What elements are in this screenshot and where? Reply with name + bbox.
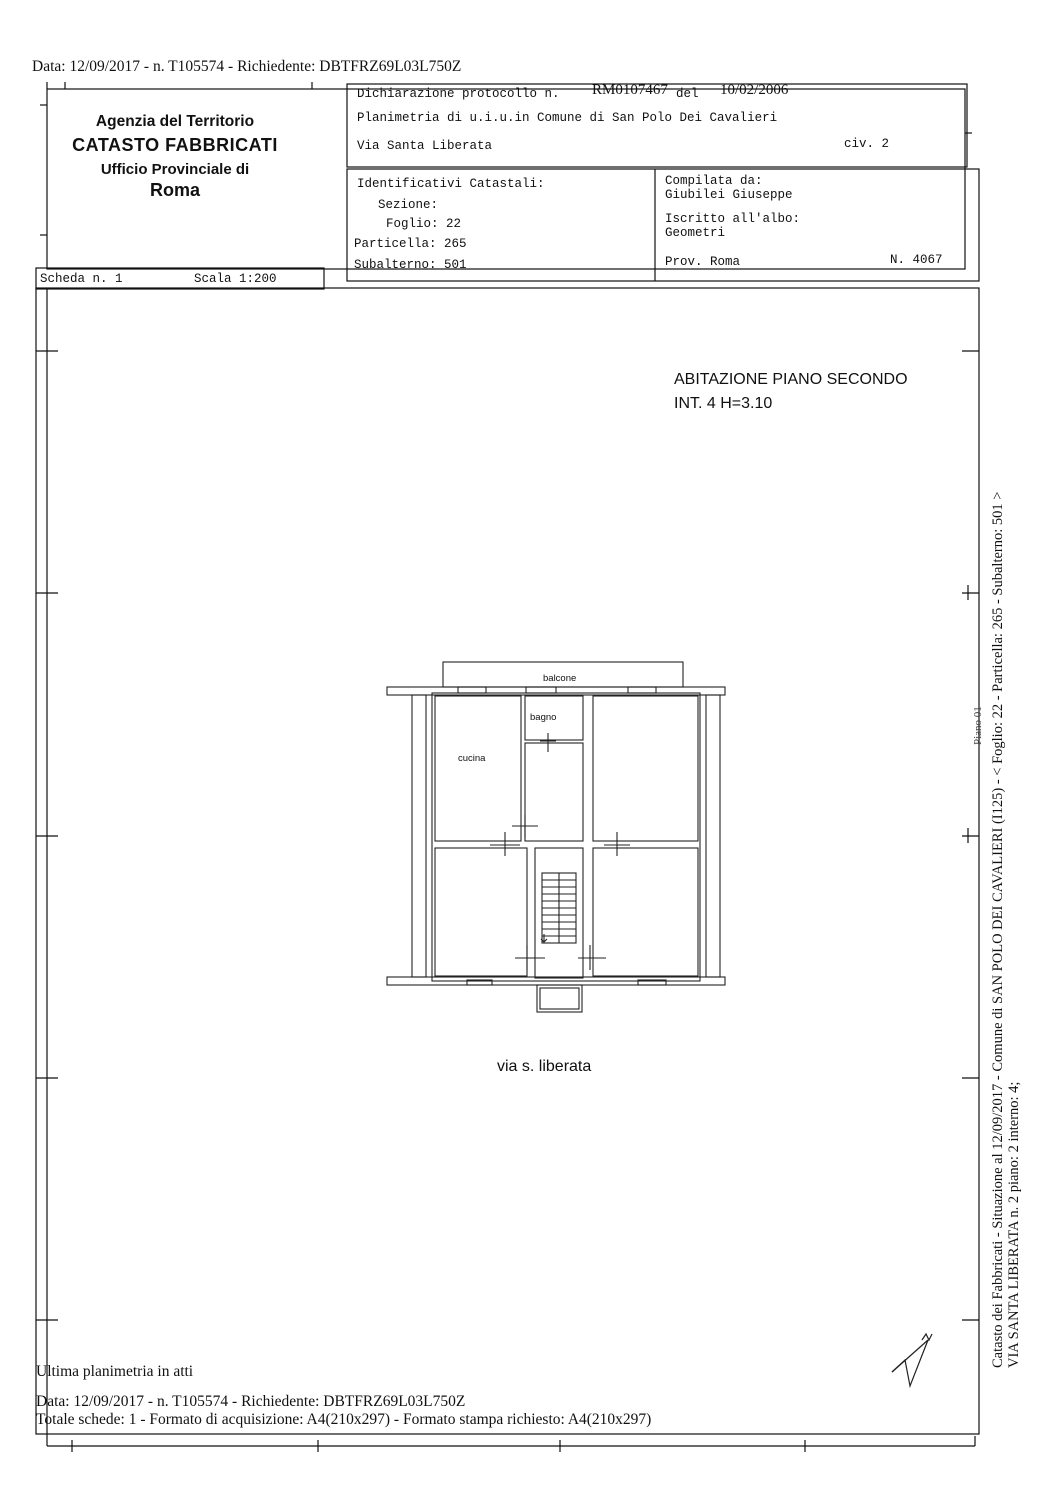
footer-totals-line: Totale schede: 1 - Formato di acquisizione: A4(210x297) - Formato stampa richiesto: A4(210x297): [36, 1411, 652, 1428]
province-field: Prov. Roma: [665, 255, 741, 269]
sezione-field: Sezione:: [378, 198, 439, 212]
address-line: Via Santa Liberata: [357, 139, 493, 153]
footer-last-plan: Ultima planimetria in atti: [36, 1363, 194, 1380]
footer-data-line: Data: 12/09/2017 - n. T105574 - Richiedente: DBTFRZ69L03L750Z: [36, 1393, 466, 1410]
civic-number: civ. 2: [844, 137, 890, 151]
registered-label: Iscritto all'albo:: [665, 212, 801, 226]
office-label: Ufficio Provinciale di: [100, 160, 250, 178]
foglio-field: Foglio: 22: [386, 217, 462, 231]
agency-block: [40, 112, 310, 202]
north-arrow-icon: [892, 1334, 932, 1386]
agency-name: Agenzia del Territorio: [95, 113, 255, 130]
request-line: Data: 12/09/2017 - n. T105574 - Richiedente: DBTFRZ69L03L750Z: [32, 58, 462, 75]
street-label: via s. liberata: [497, 1058, 592, 1075]
scheda-number: Scheda n. 1: [40, 272, 123, 286]
registry-name: Geometri: [665, 226, 726, 240]
planimetria-line: Planimetria di u.i.u.in Comune di San Polo Dei Cavalieri: [357, 111, 778, 125]
protocol-date: 10/02/2006: [720, 82, 789, 98]
protocol-del-label: del: [676, 87, 699, 101]
side-caption: [990, 492, 1022, 1368]
plan-title: ABITAZIONE PIANO SECONDO: [674, 371, 908, 388]
subalterno-field: Subalterno: 501: [354, 258, 467, 272]
plan-subtitle: INT. 4 H=3.10: [674, 395, 773, 412]
identifiers-title: Identificativi Catastali:: [357, 177, 545, 191]
side-caption-line2: VIA SANTA LIBERATA n. 2 piano: 2 interno: 4;: [1006, 1081, 1022, 1368]
office-city: Roma: [149, 180, 200, 201]
main-frame: [36, 288, 979, 1434]
registry-number: N. 4067: [890, 253, 943, 267]
side-caption-line1: Catasto dei Fabbricati - Situazione al 12/09/2017 - Comune di SAN POLO DEI CAVALIERI (I125) - < Foglio: 22 - Particella: 265 - Subalterno: 501 >: [990, 491, 1006, 1368]
protocol-label: Dichiarazione protocollo n.: [357, 87, 560, 101]
particella-field: Particella: 265: [354, 237, 467, 251]
room-label-bathroom: bagno: [530, 712, 557, 723]
room-label-kitchen: cucina: [458, 753, 486, 764]
room-label-balcony: balcone: [543, 673, 577, 684]
scheda-scale: Scala 1:200: [194, 272, 277, 286]
overlay-mark: Piano 01: [972, 706, 984, 745]
catasto-title: CATASTO FABBRICATI: [72, 135, 278, 156]
compiler-name: Giubilei Giuseppe: [665, 188, 793, 202]
protocol-number: RM0107467: [592, 82, 668, 98]
compiled-by-label: Compilata da:: [665, 174, 763, 188]
